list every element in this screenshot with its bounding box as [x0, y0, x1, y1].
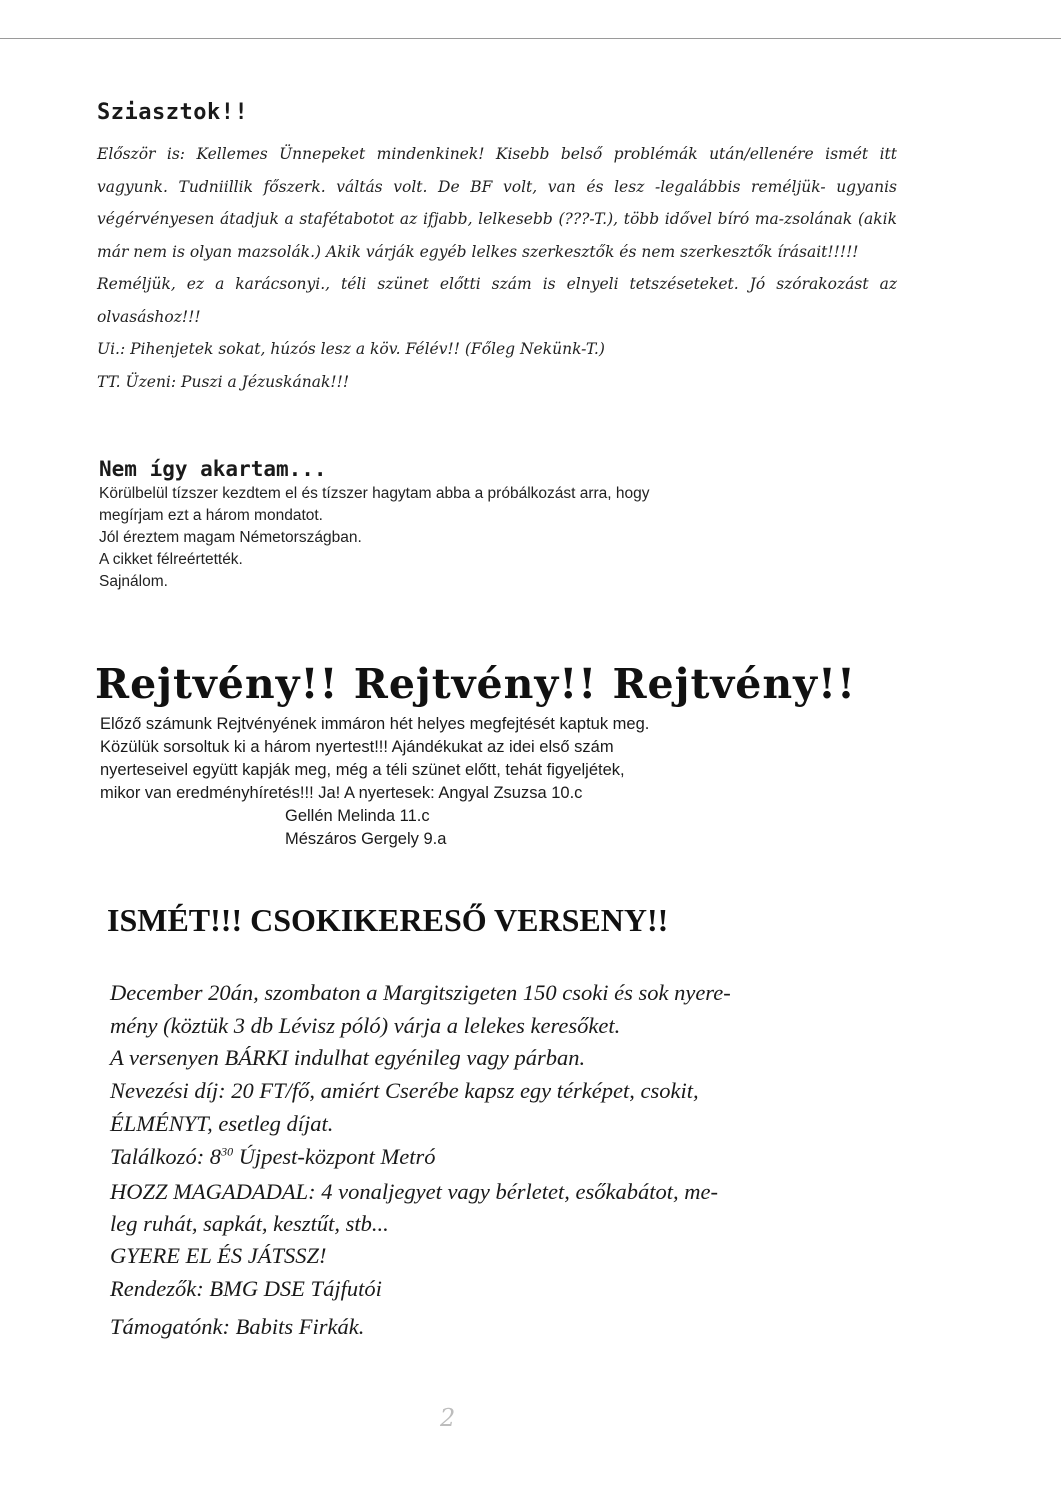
- hunt-line: Nevezési díj: 20 FT/fő, amiért Cserébe kapsz egy térképet, csokit,: [110, 1078, 699, 1103]
- greeting-body: [97, 138, 897, 398]
- puzzle-line: Előző számunk Rejtvényének immáron hét helyes megfejtését kaptuk meg.: [100, 715, 650, 733]
- chocolate-hunt-title: ISMÉT!!! CSOKIKERESŐ VERSENY!!: [107, 902, 669, 938]
- greeting-title: Sziasztok!!: [97, 100, 249, 125]
- apology-line: Jól éreztem magam Németországban.: [99, 529, 362, 546]
- meeting-place: Újpest-központ Metró: [233, 1144, 436, 1169]
- winner-line: Gellén Melinda 11.c: [285, 807, 430, 825]
- hunt-line: December 20án, szombaton a Margitszigeten 150 csoki és sok nyere-: [110, 980, 731, 1005]
- apology-line: A cikket félreértették.: [99, 551, 243, 568]
- hunt-line: A versenyen BÁRKI indulhat egyénileg vagy párban.: [110, 1045, 586, 1070]
- winner-line: Mészáros Gergely 9.a: [285, 830, 447, 848]
- greeting-paragraph: Először is: Kellemes Ünnepeket mindenkinek! Kisebb belső problémák után/ellenére ismét itt vagyunk. Tudniillik főszerk. váltás volt. De BF volt, van és lesz -legalábbis reméljük- ugyanis végérvényesen átadjuk a stafétabotot az ifjabb, lelkesebb (???-T.), több idővel bíró ma-zsolának (akik már nem is olyan mazsolák.) Akik várják egyéb lelkes szerkesztők és nem szerkesztők írásait!!!!!: [97, 145, 897, 261]
- meeting-label: Találkozó: 8: [110, 1144, 222, 1169]
- puzzle-title: Rejtvény!! Rejtvény!! Rejtvény!!: [95, 660, 856, 708]
- greeting-paragraph: Ui.: Pihenjetek sokat, húzós lesz a köv. Félév!! (Főleg Nekünk-T.): [97, 340, 605, 358]
- apology-line: Sajnálom.: [99, 573, 168, 590]
- puzzle-line: nyerteseivel együtt kapják meg, még a téli szünet előtt, tehát figyeljétek,: [100, 761, 625, 779]
- sponsor-line: Támogatónk: Babits Firkák.: [110, 1314, 365, 1339]
- page-number: 2: [440, 1404, 456, 1432]
- apology-title: Nem így akartam...: [99, 457, 327, 481]
- greeting-paragraph: TT. Üzeni: Puszi a Jézuskának!!!: [97, 372, 350, 391]
- meeting-time-minutes: 30: [221, 1144, 234, 1159]
- hunt-line: ÉLMÉNYT, esetleg díjat.: [110, 1111, 334, 1136]
- top-rule: [0, 38, 1061, 39]
- apology-line: Körülbelül tízszer kezdtem el és tízszer hagytam abba a próbálkozást arra, hogy: [99, 485, 650, 502]
- puzzle-line: mikor van eredményhíretés!!! Ja! A nyertesek: Angyal Zsuzsa 10.c: [100, 784, 583, 802]
- organizers-line: Rendezők: BMG DSE Tájfutói: [110, 1276, 382, 1301]
- hunt-line: GYERE EL ÉS JÁTSSZ!: [110, 1243, 327, 1268]
- hunt-line: HOZZ MAGADADAL: 4 vonaljegyet vagy bérletet, esőkabátot, me-: [110, 1179, 718, 1204]
- apology-line: megírjam ezt a három mondatot.: [99, 507, 323, 524]
- hunt-line: leg ruhát, sapkát, kesztűt, stb...: [110, 1211, 389, 1236]
- puzzle-line: Közülük sorsoltuk ki a három nyertest!!! Ajándékukat az idei első szám: [100, 738, 614, 756]
- meeting-line: [110, 1144, 436, 1170]
- hunt-line: mény (köztük 3 db Lévisz póló) várja a lelekes keresőket.: [110, 1013, 621, 1038]
- greeting-paragraph: Reméljük, ez a karácsonyi., téli szünet előtti szám is elnyeli tetszéseteket. Jó szórakozást az olvasáshoz!!!: [97, 275, 897, 326]
